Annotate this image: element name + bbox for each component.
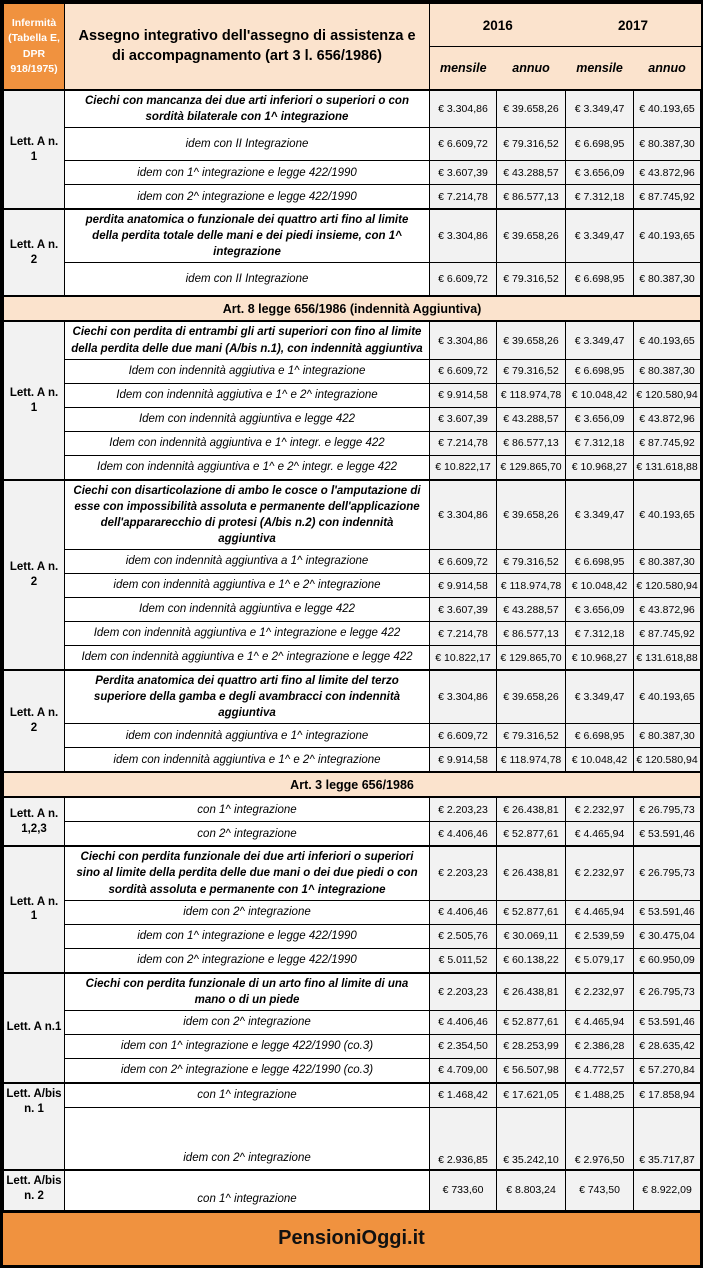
amount-cell: € 7.214,78 xyxy=(430,185,497,210)
amount-cell: € 2.232,97 xyxy=(566,797,634,822)
amount-cell: € 9.914,58 xyxy=(430,574,497,598)
table-row xyxy=(4,383,701,407)
benefits-table xyxy=(3,3,701,1211)
table-row xyxy=(4,263,701,297)
table-row xyxy=(4,128,701,161)
amount-cell: € 80.387,30 xyxy=(634,550,701,574)
amount-cell: € 10.822,17 xyxy=(430,455,497,480)
brand-text: PensioniOggi.it xyxy=(278,1227,425,1250)
amount-cell: € 80.387,30 xyxy=(634,128,701,161)
amount-cell: € 7.312,18 xyxy=(566,431,634,455)
benefit-description: Ciechi con perdita di entrambi gli arti superiori con fino al limite della perdita delle due mani (A/bis n.1), con indennità aggiuntiva xyxy=(65,321,430,359)
benefit-description: Idem con indennità aggiuntiva e 1^ integr. e legge 422 xyxy=(65,431,430,455)
amount-cell: € 3.349,47 xyxy=(566,90,634,128)
amount-cell: € 26.438,81 xyxy=(497,797,566,822)
benefit-description: idem con 2^ integrazione e legge 422/1990 xyxy=(65,185,430,210)
amount-cell: € 3.656,09 xyxy=(566,407,634,431)
amount-cell: € 9.914,58 xyxy=(430,748,497,773)
table-row xyxy=(4,359,701,383)
table-row xyxy=(4,797,701,822)
amount-cell: € 53.591,46 xyxy=(634,822,701,847)
section-band-row xyxy=(4,772,701,797)
table-row xyxy=(4,1083,701,1108)
benefit-description: idem con 2^ integrazione xyxy=(65,900,430,924)
table-title: Assegno integrativo dell'assegno di assistenza e di accompagnamento (art 3 l. 656/1986) xyxy=(65,4,430,91)
table-row xyxy=(4,431,701,455)
benefit-description: idem con indennità aggiuntiva e 1^ e 2^ integrazione xyxy=(65,748,430,773)
amount-cell: € 6.609,72 xyxy=(430,550,497,574)
amount-cell: € 52.877,61 xyxy=(497,1010,566,1034)
amount-cell: € 7.214,78 xyxy=(430,431,497,455)
amount-cell: € 2.505,76 xyxy=(430,924,497,948)
benefit-description: Ciechi con perdita funzionale dei due arti inferiori o superiori sino al limite della perdita delle due mani o dei due piedi o con sordità assoluta e permanente con 1^ integrazione xyxy=(65,846,430,900)
amount-cell: € 30.475,04 xyxy=(634,924,701,948)
amount-cell: € 2.232,97 xyxy=(566,973,634,1011)
table-row xyxy=(4,748,701,773)
table-row xyxy=(4,900,701,924)
amount-cell: € 79.316,52 xyxy=(497,263,566,297)
col-annuo-2016: annuo xyxy=(497,47,566,91)
group-label: Lett. A n. 2 xyxy=(4,670,65,772)
amount-cell: € 2.386,28 xyxy=(566,1034,634,1058)
amount-cell: € 1.488,25 xyxy=(566,1083,634,1108)
benefit-description: Idem con indennità aggiuntiva e 1^ integrazione e legge 422 xyxy=(65,622,430,646)
amount-cell: € 118.974,78 xyxy=(497,574,566,598)
benefit-description: Idem con indennità aggiuntiva e 1^ e 2^ integr. e legge 422 xyxy=(65,455,430,480)
amount-cell: € 2.203,23 xyxy=(430,973,497,1011)
amount-cell: € 4.465,94 xyxy=(566,822,634,847)
table-corner-label: Infermità (Tabella E, DPR 918/1975) xyxy=(4,4,65,91)
amount-cell: € 3.607,39 xyxy=(430,407,497,431)
amount-cell: € 2.976,50 xyxy=(566,1107,634,1170)
amount-cell: € 3.304,86 xyxy=(430,90,497,128)
year-2016-header: 2016 xyxy=(430,4,566,47)
amount-cell: € 118.974,78 xyxy=(497,383,566,407)
amount-cell: € 3.349,47 xyxy=(566,209,634,263)
amount-cell: € 26.795,73 xyxy=(634,797,701,822)
benefit-description: idem con 2^ integrazione xyxy=(65,1010,430,1034)
amount-cell: € 60.138,22 xyxy=(497,948,566,973)
amount-cell: € 2.354,50 xyxy=(430,1034,497,1058)
benefit-description: idem con 1^ integrazione e legge 422/1990 (co.3) xyxy=(65,1034,430,1058)
amount-cell: € 10.968,27 xyxy=(566,646,634,671)
col-annuo-2017: annuo xyxy=(634,47,701,91)
benefit-description: idem con II Integrazione xyxy=(65,128,430,161)
amount-cell: € 17.858,94 xyxy=(634,1083,701,1108)
amount-cell: € 43.288,57 xyxy=(497,407,566,431)
table-row xyxy=(4,321,701,359)
table-row xyxy=(4,622,701,646)
table-row xyxy=(4,646,701,671)
benefit-description: Ciechi con disarticolazione di ambo le cosce o l'amputazione di esse con impossibilità assoluta e permanente dell'applicazione dell'appararecchio di protesi (A/bis n.2) con indennità aggiuntiva xyxy=(65,480,430,550)
benefit-description: idem con indennità aggiuntiva e 1^ integrazione xyxy=(65,724,430,748)
amount-cell: € 43.288,57 xyxy=(497,161,566,185)
table-row xyxy=(4,574,701,598)
benefit-description: idem con indennità aggiuntiva a 1^ integrazione xyxy=(65,550,430,574)
amount-cell: € 6.698,95 xyxy=(566,359,634,383)
amount-cell: € 39.658,26 xyxy=(497,670,566,724)
amount-cell: € 131.618,88 xyxy=(634,646,701,671)
table-row xyxy=(4,1034,701,1058)
amount-cell: € 17.621,05 xyxy=(497,1083,566,1108)
amount-cell: € 43.872,96 xyxy=(634,161,701,185)
group-label: Lett. A n. 1,2,3 xyxy=(4,797,65,846)
benefit-description: Perdita anatomica dei quattro arti fino al limite del terzo superiore della gamba e degli avambracci con indennità aggiuntiva xyxy=(65,670,430,724)
amount-cell: € 6.698,95 xyxy=(566,263,634,297)
amount-cell: € 57.270,84 xyxy=(634,1058,701,1083)
table-row xyxy=(4,948,701,973)
amount-cell: € 40.193,65 xyxy=(634,209,701,263)
amount-cell: € 733,60 xyxy=(430,1170,497,1211)
benefit-description: con 1^ integrazione xyxy=(65,797,430,822)
amount-cell: € 35.242,10 xyxy=(497,1107,566,1170)
amount-cell: € 87.745,92 xyxy=(634,622,701,646)
amount-cell: € 2.203,23 xyxy=(430,846,497,900)
amount-cell: € 7.214,78 xyxy=(430,622,497,646)
section-header: Art. 8 legge 656/1986 (indennità Aggiuntiva) xyxy=(4,296,701,321)
amount-cell: € 52.877,61 xyxy=(497,822,566,847)
amount-cell: € 7.312,18 xyxy=(566,622,634,646)
benefit-description: Idem con indennità aggiuntiva e legge 422 xyxy=(65,598,430,622)
amount-cell: € 6.609,72 xyxy=(430,263,497,297)
amount-cell: € 4.406,46 xyxy=(430,822,497,847)
table-row xyxy=(4,209,701,263)
table-row xyxy=(4,1010,701,1034)
benefit-description: Ciechi con perdita funzionale di un arto fino al limite di una mano o di un piede xyxy=(65,973,430,1011)
group-label: Lett. A n.1 xyxy=(4,973,65,1083)
amount-cell: € 40.193,65 xyxy=(634,90,701,128)
benefit-description: perdita anatomica o funzionale dei quattro arti fino al limite della perdita totale delle mani e dei piedi insieme, con 1^ integrazione xyxy=(65,209,430,263)
amount-cell: € 6.698,95 xyxy=(566,128,634,161)
amount-cell: € 10.048,42 xyxy=(566,574,634,598)
benefit-description: idem con 1^ integrazione e legge 422/1990 xyxy=(65,161,430,185)
benefit-description: idem con II Integrazione xyxy=(65,263,430,297)
benefit-description: Idem con indennità aggiuntiva e 1^ e 2^ integrazione e legge 422 xyxy=(65,646,430,671)
benefit-description: idem con indennità aggiuntiva e 1^ e 2^ integrazione xyxy=(65,574,430,598)
amount-cell: € 86.577,13 xyxy=(497,622,566,646)
amount-cell: € 8.922,09 xyxy=(634,1170,701,1211)
amount-cell: € 129.865,70 xyxy=(497,646,566,671)
table-row xyxy=(4,1107,701,1170)
table-row xyxy=(4,598,701,622)
group-label: Lett. A/bis n. 1 xyxy=(4,1083,65,1170)
amount-cell: € 40.193,65 xyxy=(634,480,701,550)
amount-cell: € 2.203,23 xyxy=(430,797,497,822)
amount-cell: € 10.968,27 xyxy=(566,455,634,480)
amount-cell: € 3.304,86 xyxy=(430,670,497,724)
amount-cell: € 39.658,26 xyxy=(497,90,566,128)
brand-banner xyxy=(3,1211,700,1265)
amount-cell: € 4.772,57 xyxy=(566,1058,634,1083)
table-row xyxy=(4,1058,701,1083)
amount-cell: € 26.438,81 xyxy=(497,973,566,1011)
amount-cell: € 79.316,52 xyxy=(497,359,566,383)
amount-cell: € 80.387,30 xyxy=(634,724,701,748)
amount-cell: € 52.877,61 xyxy=(497,900,566,924)
amount-cell: € 7.312,18 xyxy=(566,185,634,210)
amount-cell: € 53.591,46 xyxy=(634,900,701,924)
amount-cell: € 28.253,99 xyxy=(497,1034,566,1058)
amount-cell: € 120.580,94 xyxy=(634,574,701,598)
col-mensile-2017: mensile xyxy=(566,47,634,91)
table-row xyxy=(4,185,701,210)
table-row xyxy=(4,480,701,550)
amount-cell: € 10.822,17 xyxy=(430,646,497,671)
amount-cell: € 3.607,39 xyxy=(430,161,497,185)
amount-cell: € 43.288,57 xyxy=(497,598,566,622)
amount-cell: € 39.658,26 xyxy=(497,480,566,550)
amount-cell: € 87.745,92 xyxy=(634,185,701,210)
table-row xyxy=(4,1170,701,1211)
amount-cell: € 3.349,47 xyxy=(566,480,634,550)
benefit-description: Idem con indennità aggiuntiva e legge 422 xyxy=(65,407,430,431)
amount-cell: € 43.872,96 xyxy=(634,598,701,622)
benefit-description: idem con 2^ integrazione xyxy=(65,1107,430,1170)
table-row xyxy=(4,161,701,185)
amount-cell: € 10.048,42 xyxy=(566,383,634,407)
benefit-description: Ciechi con mancanza dei due arti inferiori o superiori o con sordità bilaterale con 1^ integrazione xyxy=(65,90,430,128)
amount-cell: € 120.580,94 xyxy=(634,383,701,407)
table-row xyxy=(4,822,701,847)
amount-cell: € 131.618,88 xyxy=(634,455,701,480)
amount-cell: € 2.232,97 xyxy=(566,846,634,900)
benefit-description: con 2^ integrazione xyxy=(65,822,430,847)
col-mensile-2016: mensile xyxy=(430,47,497,91)
table-row xyxy=(4,724,701,748)
amount-cell: € 86.577,13 xyxy=(497,185,566,210)
amount-cell: € 30.069,11 xyxy=(497,924,566,948)
benefit-description: Idem con indennità aggiutiva e 1^ integrazione xyxy=(65,359,430,383)
benefit-description: idem con 1^ integrazione e legge 422/1990 xyxy=(65,924,430,948)
amount-cell: € 9.914,58 xyxy=(430,383,497,407)
year-2017-header: 2017 xyxy=(566,4,701,47)
amount-cell: € 2.936,85 xyxy=(430,1107,497,1170)
amount-cell: € 4.465,94 xyxy=(566,900,634,924)
benefit-description: con 1^ integrazione xyxy=(65,1083,430,1108)
group-label: Lett. A n. 1 xyxy=(4,321,65,479)
amount-cell: € 120.580,94 xyxy=(634,748,701,773)
amount-cell: € 6.609,72 xyxy=(430,359,497,383)
table-row xyxy=(4,407,701,431)
amount-cell: € 4.406,46 xyxy=(430,1010,497,1034)
amount-cell: € 4.465,94 xyxy=(566,1010,634,1034)
amount-cell: € 129.865,70 xyxy=(497,455,566,480)
amount-cell: € 4.406,46 xyxy=(430,900,497,924)
amount-cell: € 26.795,73 xyxy=(634,846,701,900)
amount-cell: € 60.950,09 xyxy=(634,948,701,973)
amount-cell: € 40.193,65 xyxy=(634,670,701,724)
group-label: Lett. A n. 2 xyxy=(4,209,65,296)
amount-cell: € 40.193,65 xyxy=(634,321,701,359)
amount-cell: € 80.387,30 xyxy=(634,263,701,297)
amount-cell: € 6.698,95 xyxy=(566,550,634,574)
amount-cell: € 743,50 xyxy=(566,1170,634,1211)
amount-cell: € 5.079,17 xyxy=(566,948,634,973)
amount-cell: € 79.316,52 xyxy=(497,724,566,748)
amount-cell: € 86.577,13 xyxy=(497,431,566,455)
table-row xyxy=(4,924,701,948)
benefit-description: con 1^ integrazione xyxy=(65,1170,430,1211)
amount-cell: € 3.607,39 xyxy=(430,598,497,622)
amount-cell: € 39.658,26 xyxy=(497,209,566,263)
amount-cell: € 6.698,95 xyxy=(566,724,634,748)
amount-cell: € 39.658,26 xyxy=(497,321,566,359)
benefit-description: idem con 2^ integrazione e legge 422/1990 xyxy=(65,948,430,973)
table-row xyxy=(4,973,701,1011)
amount-cell: € 3.656,09 xyxy=(566,598,634,622)
amount-cell: € 4.709,00 xyxy=(430,1058,497,1083)
group-label: Lett. A/bis n. 2 xyxy=(4,1170,65,1211)
amount-cell: € 10.048,42 xyxy=(566,748,634,773)
amount-cell: € 6.609,72 xyxy=(430,128,497,161)
amount-cell: € 3.656,09 xyxy=(566,161,634,185)
amount-cell: € 1.468,42 xyxy=(430,1083,497,1108)
amount-cell: € 26.795,73 xyxy=(634,973,701,1011)
amount-cell: € 79.316,52 xyxy=(497,550,566,574)
amount-cell: € 43.872,96 xyxy=(634,407,701,431)
amount-cell: € 8.803,24 xyxy=(497,1170,566,1211)
amount-cell: € 118.974,78 xyxy=(497,748,566,773)
table-row xyxy=(4,670,701,724)
amount-cell: € 53.591,46 xyxy=(634,1010,701,1034)
amount-cell: € 2.539,59 xyxy=(566,924,634,948)
amount-cell: € 3.349,47 xyxy=(566,670,634,724)
amount-cell: € 5.011,52 xyxy=(430,948,497,973)
benefit-description: Idem con indennità aggiutiva e 1^ e 2^ integrazione xyxy=(65,383,430,407)
amount-cell: € 26.438,81 xyxy=(497,846,566,900)
benefit-description: idem con 2^ integrazione e legge 422/1990 (co.3) xyxy=(65,1058,430,1083)
amount-cell: € 28.635,42 xyxy=(634,1034,701,1058)
amount-cell: € 80.387,30 xyxy=(634,359,701,383)
table-row xyxy=(4,455,701,480)
table-row xyxy=(4,846,701,900)
amount-cell: € 56.507,98 xyxy=(497,1058,566,1083)
group-label: Lett. A n. 2 xyxy=(4,480,65,670)
table-row xyxy=(4,90,701,128)
group-label: Lett. A n. 1 xyxy=(4,90,65,209)
amount-cell: € 3.304,86 xyxy=(430,209,497,263)
amount-cell: € 6.609,72 xyxy=(430,724,497,748)
group-label: Lett. A n. 1 xyxy=(4,846,65,972)
amount-cell: € 87.745,92 xyxy=(634,431,701,455)
table-row xyxy=(4,550,701,574)
amount-cell: € 3.304,86 xyxy=(430,321,497,359)
amount-cell: € 3.349,47 xyxy=(566,321,634,359)
amount-cell: € 35.717,87 xyxy=(634,1107,701,1170)
section-header: Art. 3 legge 656/1986 xyxy=(4,772,701,797)
section-band-row xyxy=(4,296,701,321)
amount-cell: € 79.316,52 xyxy=(497,128,566,161)
amount-cell: € 3.304,86 xyxy=(430,480,497,550)
